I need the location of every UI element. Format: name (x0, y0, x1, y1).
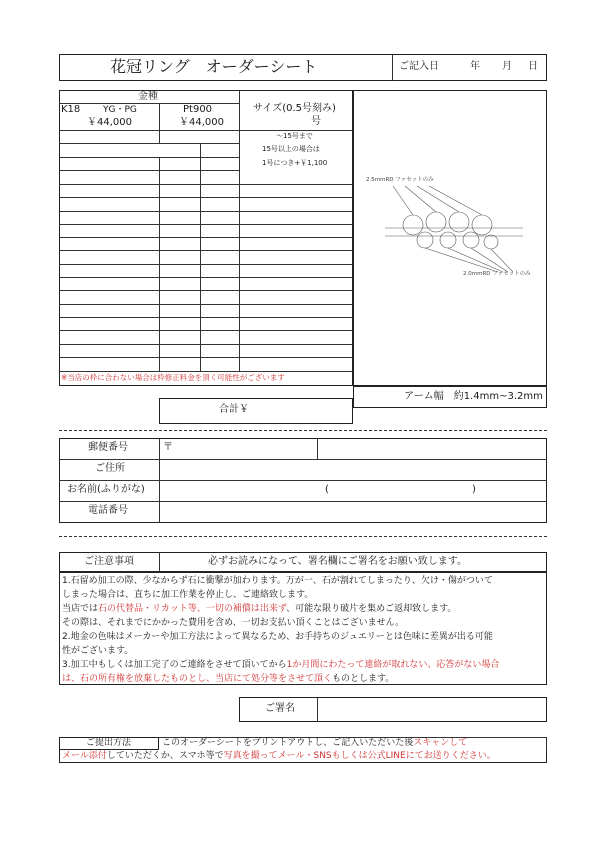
caution-text: ものとします。 (332, 674, 395, 684)
size-note-2: 15号以上の場合は (262, 145, 320, 153)
diagram-label-top: 2.5mmRD ファセットのみ (366, 177, 434, 183)
address-row-line (59, 480, 547, 481)
size-label: サイズ(0.5号刻み) (253, 103, 336, 114)
submit-text-red: スキャンして (413, 738, 468, 748)
row-line (59, 250, 353, 251)
row-line (59, 317, 353, 318)
address-row-line (59, 459, 547, 460)
row-line (59, 330, 353, 331)
caution-text: 当店では (62, 604, 99, 614)
caution-line-8 (62, 675, 394, 684)
caution-line-3 (62, 605, 456, 614)
pointer-line (425, 248, 498, 272)
phone-label: 電話番号 (88, 505, 128, 516)
caution-text-red: 1か月間にわたって連絡が取れない、応答がない場合 (286, 660, 500, 670)
caution-line-7 (62, 661, 499, 670)
postal-mark: 〒 (163, 442, 173, 453)
caution-header: 必ずお読みになって、署名欄にご署名をお願い致します。 (208, 556, 467, 567)
pointer-line (491, 249, 513, 272)
pt900-label: Pt900 (183, 104, 213, 115)
date-month: 月 (502, 61, 512, 72)
furigana-paren-close: ) (472, 484, 476, 495)
submit-line-2 (62, 752, 496, 761)
date-year: 年 (470, 61, 480, 72)
row-line (59, 157, 239, 158)
row-line (59, 264, 353, 265)
size-unit: 号 (311, 116, 321, 127)
name-label: お名前(ふりがな) (67, 484, 145, 495)
submit-text: していただくか、スマホ等で (106, 751, 224, 761)
small-stone (417, 232, 433, 248)
col-line-2 (200, 143, 201, 371)
large-stone (449, 212, 469, 232)
date-day: 日 (528, 61, 538, 72)
pointer-line (448, 248, 503, 272)
furigana-paren-open: ( (325, 484, 329, 495)
row-line (59, 290, 353, 291)
caution-line: 1.石留め加工の際、少なからず石に衝撃が加わります。万が一、石が割れてしまったり、欠け・傷がついて (62, 576, 493, 586)
postal-field-end (317, 438, 318, 459)
pointer-line (471, 248, 508, 272)
address-row-line (59, 501, 547, 502)
title-divider (392, 54, 393, 81)
row-line (59, 277, 353, 278)
diagram-label-bottom: 2.0mmRD ファセットのみ (463, 271, 531, 277)
caution-text: 、可能な限り破片を集めご返却致します。 (286, 604, 457, 614)
k18-label: K18 (61, 104, 81, 115)
small-stone (440, 232, 456, 248)
row-line (59, 371, 353, 372)
large-stone (403, 215, 423, 235)
total-box (159, 398, 353, 424)
row-line (59, 237, 353, 238)
row-line (59, 344, 353, 345)
small-stone (463, 232, 479, 248)
pointer-line (429, 186, 482, 215)
total-label: 合計￥ (219, 404, 249, 415)
caution-line: しまった場合は、直ちに加工作業を停止し、ご連絡致します。 (62, 590, 314, 600)
caution-text-red: 石の代替品・リカット等、一切の補償は出来ず (98, 604, 287, 614)
size-note-1: ～15号まで (276, 132, 313, 140)
frame-fee-notice: ※当店の枠に合わない場合は枠修正料金を頂く可能性がございます (61, 373, 285, 382)
submit-right-border (546, 737, 547, 750)
col-line-3 (239, 90, 240, 371)
submit-label: ご提出方法 (86, 738, 132, 748)
row-line (59, 224, 353, 225)
large-stone (472, 215, 492, 235)
pointer-line (405, 186, 436, 212)
row-line (59, 184, 353, 185)
dashed-separator (59, 536, 547, 537)
k18-sub: YG・PG (103, 105, 137, 115)
caution-line: 性がございます。 (62, 646, 134, 656)
caution-line: その際は、それまでにかかった費用を含め、一切お支払い頂くことはございません。 (62, 618, 405, 628)
submit-line-1 (162, 739, 467, 748)
arm-width-label: アーム幅 約1.4mm~3.2mm (404, 391, 543, 402)
row-line (59, 304, 353, 305)
submit-text-red: メール添付 (62, 751, 107, 761)
page-title: 花冠リング オーダーシート (110, 57, 318, 76)
row-line (59, 170, 239, 171)
pt900-price: ￥44,000 (179, 117, 224, 128)
submit-text-red: 写真を撮ってメール・SNSもしくは公式LINEにてお送りください。 (223, 751, 496, 761)
date-label: ご記入日 (399, 61, 439, 72)
caution-text-red: は、石の所有権を放棄したものとし、当店にて処分等をさせて頂く (62, 674, 333, 684)
caution-header-divider (159, 552, 160, 572)
size-note-3: 1号につき+￥1,100 (262, 159, 328, 167)
postal-code-label: 郵便番号 (88, 442, 128, 453)
signature-label: ご署名 (265, 703, 295, 714)
address-label: ご住所 (95, 463, 125, 474)
caution-text: 3.加工中もしくは加工完了のご連絡をさせて頂いてから (62, 660, 287, 670)
k18-price: ￥44,000 (87, 117, 132, 128)
size-line (239, 130, 353, 131)
row-line (59, 211, 353, 212)
submit-text: このオーダーシートをプリントアウトし、ご記入いただいた後 (162, 738, 414, 748)
large-stone (426, 212, 446, 232)
signature-divider (317, 697, 318, 722)
caution-label: ご注意事項 (84, 556, 134, 567)
row-line (59, 143, 239, 144)
row-line (59, 357, 353, 358)
row-line (59, 197, 353, 198)
caution-line: 2.地金の色味はメーカーや加工方法によって異なるため、お手持ちのジュエリーとは色味に差異が出る可能 (62, 632, 493, 642)
dashed-separator (59, 430, 547, 431)
small-stone (484, 235, 498, 249)
col-line-1 (159, 103, 160, 143)
row-line (59, 130, 239, 131)
metal-header-line (59, 103, 239, 104)
metal-header: 金種 (138, 91, 158, 102)
